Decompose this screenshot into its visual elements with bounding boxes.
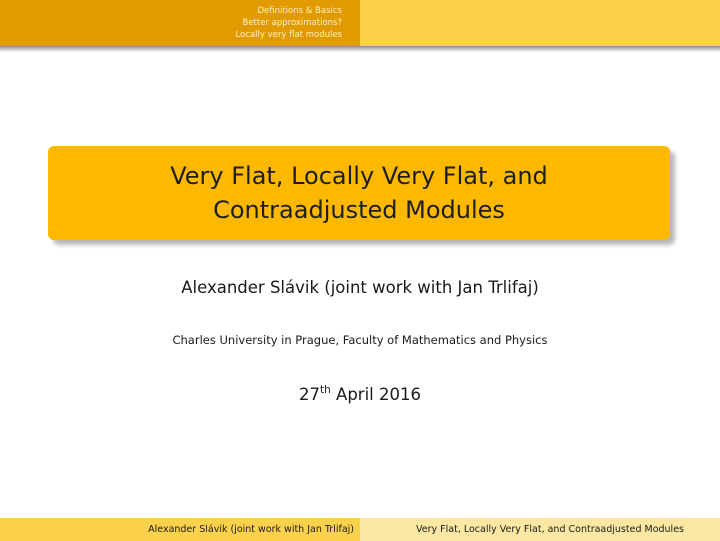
- header-right-panel: [360, 0, 720, 46]
- date-day-suffix: th: [320, 384, 331, 396]
- nav-item-better-approximations[interactable]: Better approximations?: [242, 18, 342, 28]
- author-line: Alexander Slávik (joint work with Jan Trlifaj): [181, 278, 539, 297]
- header-bar: [0, 0, 720, 46]
- date-day: 27: [299, 385, 320, 404]
- footer-title-panel: [360, 518, 720, 541]
- date-line: [0, 385, 720, 404]
- nav-item-locally-very-flat-modules[interactable]: Locally very flat modules: [235, 30, 342, 40]
- section-navigation: [0, 0, 360, 46]
- footer-bar: [0, 518, 720, 541]
- footer-author: Alexander Slávik (joint work with Jan Trlifaj): [148, 524, 354, 535]
- nav-item-definitions-basics[interactable]: Definitions & Basics: [257, 6, 342, 16]
- date-month-year: April 2016: [336, 385, 421, 404]
- slide-title: Very Flat, Locally Very Flat, and Contraadjusted Modules: [170, 162, 548, 224]
- footer-title: Very Flat, Locally Very Flat, and Contraadjusted Modules: [416, 524, 684, 535]
- footer-author-panel: [0, 518, 360, 541]
- title-box: [48, 146, 670, 240]
- header-shadow: [0, 46, 720, 52]
- institute-line: Charles University in Prague, Faculty of Mathematics and Physics: [172, 333, 548, 347]
